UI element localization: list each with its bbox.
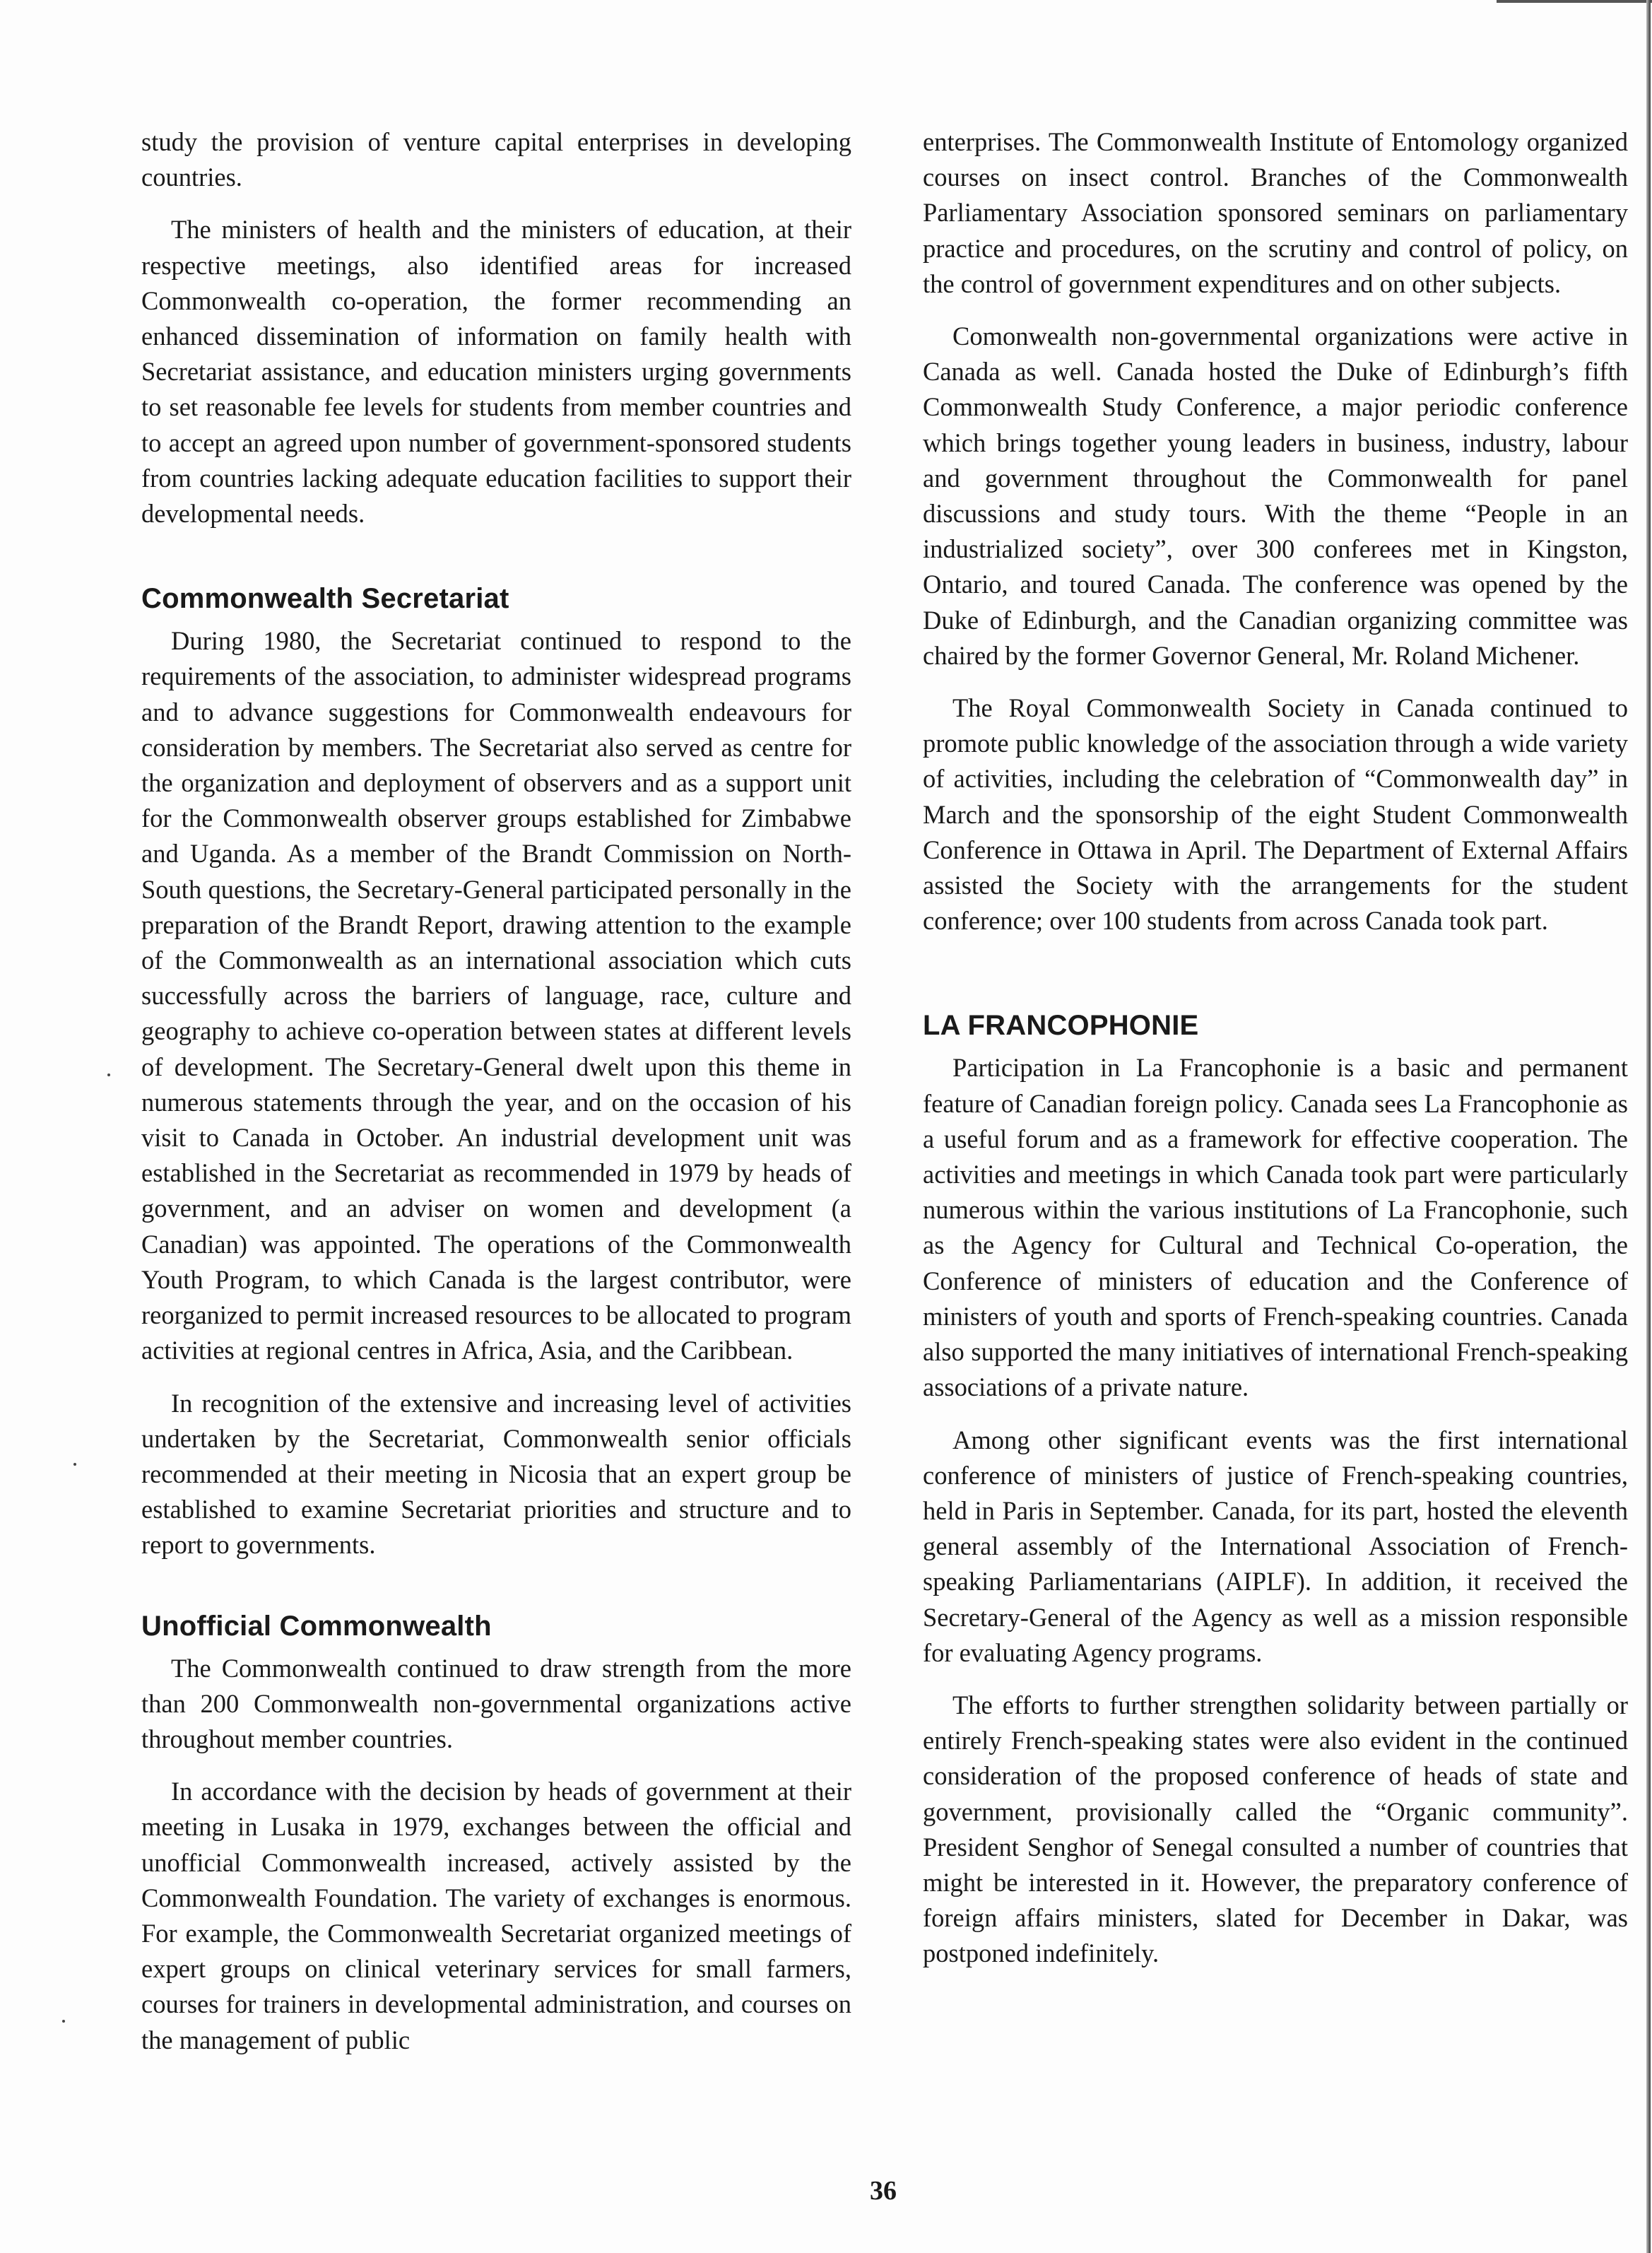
right-column bbox=[923, 124, 1628, 1989]
section-heading-unofficial-commonwealth: Unofficial Commonwealth bbox=[141, 1610, 492, 1642]
paragraph: study the provision of venture capital enterprises in developing countries. bbox=[141, 127, 851, 192]
paragraph: The ministers of health and the ministers of education, at their respective meetings, also identified areas for increased Commonwealth co-operation, the former recommending an enhanced dissemination of information on family health with Secretariat assistance, and education ministers urging governments to set reasonable fee levels for students from member countries and to accept an agreed upon number of government-sponsored students from countries lacking adequate education facilities to support their developmental needs. bbox=[141, 215, 851, 529]
scan-speck bbox=[73, 1463, 76, 1466]
section-heading-commonwealth-secretariat: Commonwealth Secretariat bbox=[141, 583, 509, 615]
paragraph: The efforts to further strengthen solidarity between partially or entirely French-speaking states were also evident in the continued consideration of the proposed conference of heads of state and government, provisionally called the “Organic community”. President Senghor of Senegal consulted a number of countries that might be interested in it. However, the preparatory conference of foreign affairs ministers, slated for December in Dakar, was postponed indefinitely. bbox=[923, 1690, 1628, 1968]
page-edge-right bbox=[1646, 0, 1651, 2253]
page-edge-top bbox=[1497, 0, 1652, 3]
paragraph: During 1980, the Secretariat continued to respond to the requirements of the association, to administer widespread programs and to advance suggestions for Commonwealth endeavours for consideration by members. The Secretariat also served as centre for the organization and deployment of observers and as a support unit for the Commonwealth observer groups established for Zimbabwe and Uganda. As a member of the Brandt Commission on North-South questions, the Secretary-General participated personally in the preparation of the Brandt Report, drawing attention to the example of the Commonwealth as an international association which cuts successfully across the barriers of language, race, culture and geography to achieve co-operation between states at different levels of development. The Secretary-General dwelt upon this theme in numerous statements through the year, and on the occasion of his visit to Canada in October. An industrial development unit was established in the Secretariat as recommended in 1979 by heads of government, and an adviser on women and development (a Canadian) was appointed. The operations of the Commonwealth Youth Program, to which Canada is the largest contributor, were reorganized to permit increased resources to be allocated to program activities at regional centres in Africa, Asia, and the Caribbean. bbox=[141, 626, 851, 1365]
paragraph: The Commonwealth continued to draw strength from the more than 200 Commonwealth non-governmental organizations active throughout member countries. bbox=[141, 1653, 851, 1753]
scan-speck bbox=[62, 2020, 65, 2023]
paragraph: Comonwealth non-governmental organizations were active in Canada as well. Canada hosted the Duke of Edinburgh’s fifth Commonwealth Study Conference, a major periodic conference which brings together young leaders in business, industry, labour and government throughout the Commonwealth for panel discussions and study tours. With the theme “People in an industrialized society”, over 300 conferees met in Kingston, Ontario, and toured Canada. The conference was opened by the Duke of Edinburgh, and the Canadian organizing committee was chaired by the former Governor General, Mr. Roland Michener. bbox=[923, 322, 1628, 670]
page-number: 36 bbox=[870, 2176, 897, 2206]
paragraph: Among other significant events was the first international conference of ministers of justice of French-speaking countries, held in Paris in September. Canada, for its part, hosted the eleventh general assembly of the International Association of French-speaking Parliamentarians (AIPLF). In addition, it received the Secretary-General of the Agency as well as a mission responsible for evaluating Agency programs. bbox=[923, 1425, 1628, 1667]
paragraph: In accordance with the decision by heads of government at their meeting in Lusaka in 1979, exchanges between the official and unofficial Commonwealth increased, actively assisted by the Commonwealth Foundation. The variety of exchanges is enormous. For example, the Commonwealth Secretariat organized meetings of expert groups on clinical veterinary services for small farmers, courses for trainers in developmental administration, and courses on the management of public bbox=[141, 1777, 851, 2054]
paragraph: Participation in La Francophonie is a basic and permanent feature of Canadian foreign policy. Canada sees La Francophonie as a useful forum and as a framework for effective cooperation. The activities and meetings in which Canada took part were particularly numerous within the various institutions of La Francophonie, such as the Agency for Cultural and Technical Co-operation, the Conference of ministers of education and the Conference of ministers of youth and sports of French-speaking countries. Canada also supported the many initiatives of international French-speaking associations of a private nature. bbox=[923, 1053, 1628, 1402]
scan-speck bbox=[107, 1073, 110, 1076]
paragraph: enterprises. The Commonwealth Institute of Entomology organized courses on insect control. Branches of the Commonwealth Parliamentary Association sponsored seminars on parliamentary practice and procedures, on the scrutiny and control of policy, on the control of government expenditures and on other subjects. bbox=[923, 127, 1628, 298]
paragraph: In recognition of the extensive and increasing level of activities undertaken by the Secretariat, Commonwealth senior officials recommended at their meeting in Nicosia that an expert group be established to examine Secretariat priorities and structure and to report to governments. bbox=[141, 1388, 851, 1560]
section-heading-la-francophonie: LA FRANCOPHONIE bbox=[923, 1010, 1199, 1042]
paragraph: The Royal Commonwealth Society in Canada continued to promote public knowledge of the association through a wide variety of activities, including the celebration of “Commonwealth day” in March and the sponsorship of the eight Student Commonwealth Conference in Ottawa in April. The Department of External Affairs assisted the Society with the arrangements for the student conference; over 100 students from across Canada took part. bbox=[923, 693, 1628, 936]
left-column bbox=[141, 124, 851, 2075]
